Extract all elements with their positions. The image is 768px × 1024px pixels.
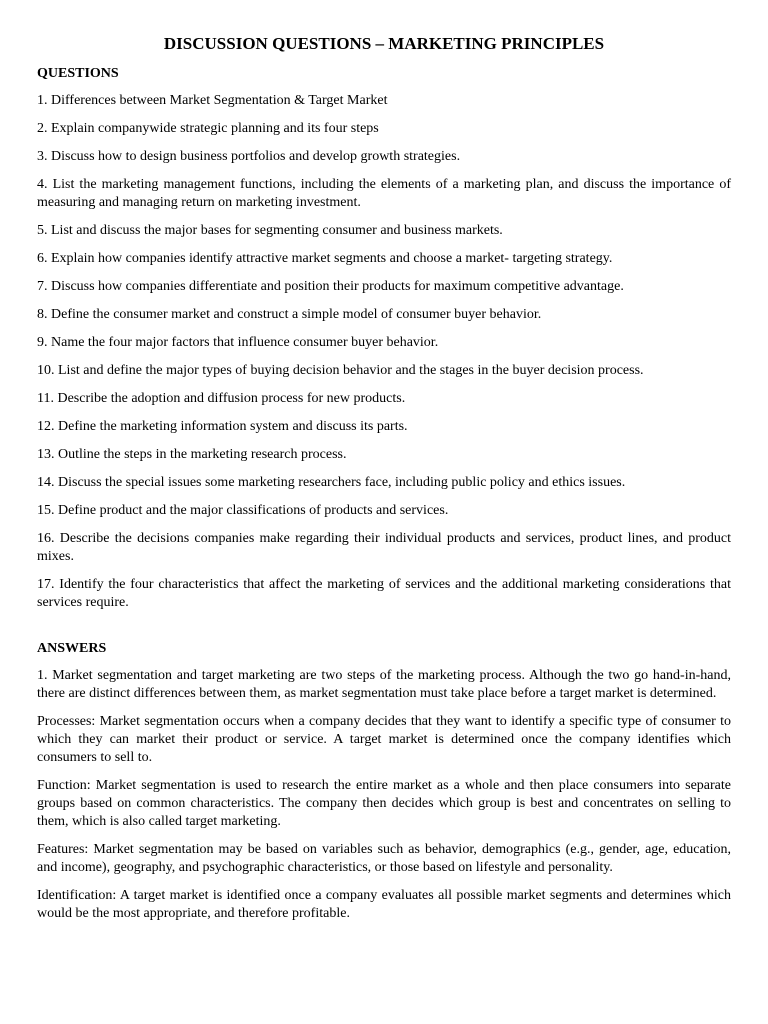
answer-paragraph: Identification: A target market is identified once a company evaluates all possible market segments and determines which would be the most appropriate, and therefore profitable. <box>37 888 731 921</box>
questions-heading: QUESTIONS <box>37 66 119 81</box>
question-item: 12. Define the marketing information system and discuss its parts. <box>37 419 408 434</box>
question-item: 14. Discuss the special issues some marketing researchers face, including public policy and ethics issues. <box>37 475 626 490</box>
answer-paragraph: Processes: Market segmentation occurs when a company decides that they want to identify a specific type of consumer to which they can market their product or service. A target market is determined once the company identifies which consumers to sell to. <box>37 714 731 765</box>
question-item: 6. Explain how companies identify attractive market segments and choose a market- targeting strategy. <box>37 251 613 266</box>
questions-list <box>37 92 731 612</box>
question-item: 8. Define the consumer market and construct a simple model of consumer buyer behavior. <box>37 307 542 322</box>
question-item: 10. List and define the major types of buying decision behavior and the stages in the buyer decision process. <box>37 363 644 378</box>
question-item: 9. Name the four major factors that influence consumer buyer behavior. <box>37 335 439 350</box>
answers-list <box>37 667 731 923</box>
question-item: 2. Explain companywide strategic planning and its four steps <box>37 121 379 136</box>
question-item: 3. Discuss how to design business portfolios and develop growth strategies. <box>37 149 461 164</box>
question-item: 1. Differences between Market Segmentation & Target Market <box>37 93 388 108</box>
answers-heading: ANSWERS <box>37 641 107 656</box>
question-item: 7. Discuss how companies differentiate and position their products for maximum competitive advantage. <box>37 279 624 294</box>
question-item: 13. Outline the steps in the marketing research process. <box>37 447 347 462</box>
question-item: 15. Define product and the major classifications of products and services. <box>37 503 449 518</box>
question-item: 5. List and discuss the major bases for segmenting consumer and business markets. <box>37 223 503 238</box>
document-title: DISCUSSION QUESTIONS – MARKETING PRINCIPLES <box>163 34 605 53</box>
question-item: 16. Describe the decisions companies make regarding their individual products and services, product lines, and product mixes. <box>37 531 731 564</box>
question-item: 17. Identify the four characteristics that affect the marketing of services and the additional marketing considerations that services require. <box>37 577 731 610</box>
answer-paragraph: Features: Market segmentation may be based on variables such as behavior, demographics (e.g., gender, age, education, and income), geography, and psychographic characteristics, or those based on lifestyle and personality. <box>37 842 731 875</box>
question-item: 11. Describe the adoption and diffusion process for new products. <box>37 391 406 406</box>
answer-paragraph: Function: Market segmentation is used to research the entire market as a whole and then place consumers into separate groups based on common characteristics. The company then decides which group is best and concentrates on selling to them, which is also called target marketing. <box>37 778 731 829</box>
answer-paragraph: 1. Market segmentation and target marketing are two steps of the marketing process. Although the two go hand-in-hand, there are distinct differences between them, as market segmentation must take place before a target market is determined. <box>37 668 731 701</box>
question-item: 4. List the marketing management functions, including the elements of a marketing plan, and discuss the importance of measuring and managing return on marketing investment. <box>37 177 731 210</box>
